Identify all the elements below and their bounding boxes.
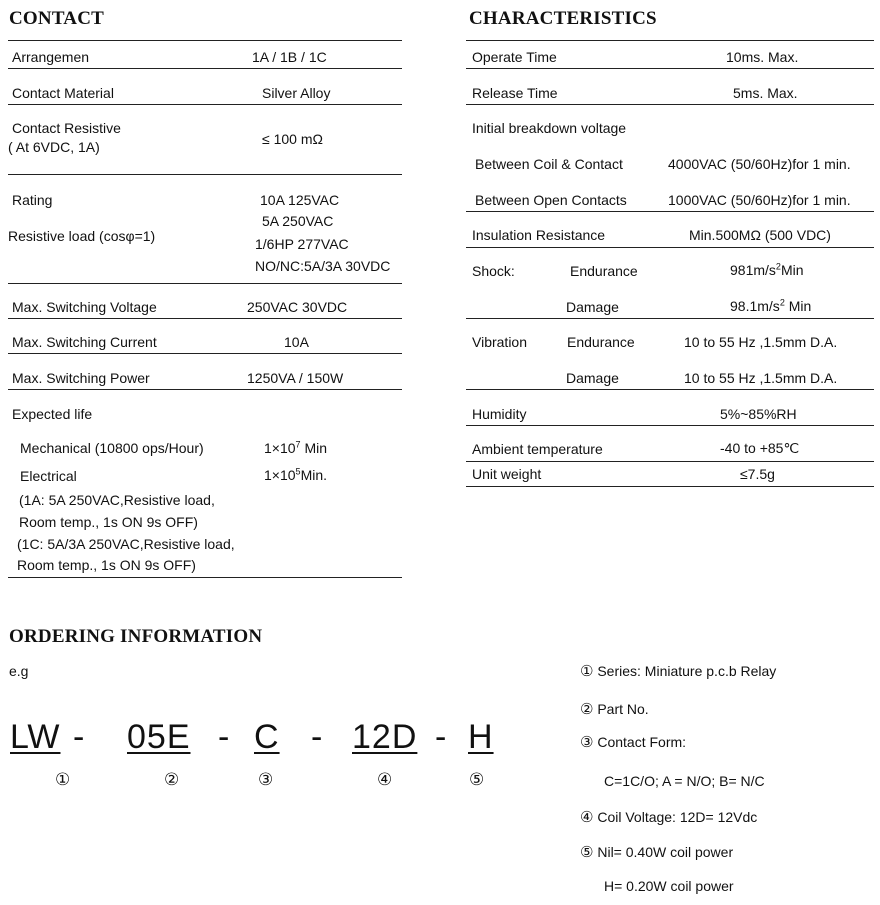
divider [466,389,874,390]
contact-material-value: Silver Alloy [262,85,331,101]
shock-damage-label: Damage [566,299,619,315]
release-time-value: 5ms. Max. [733,85,798,101]
legend-item-contact-form: ③ Contact Form: [580,733,687,751]
electrical-value: $1\times 10^5Min$. [264,466,328,483]
divider [466,486,874,487]
life-note-3: (1C: 5A/3A 250VAC,Resistive load, [17,536,235,552]
part-coil-power: H [468,718,494,756]
vibration-endurance-value: 10 to 55 Hz ,1.5mm D.A. [684,334,838,350]
divider [8,104,402,105]
divider [8,174,402,175]
part-contact-form: C [254,718,280,756]
legend-coil-power-h: H= 0.20W coil power [604,878,734,894]
life-note-4: Room temp., 1s ON 9s OFF) [17,557,196,573]
vibration-label: Vibration [472,334,528,350]
divider [466,40,874,41]
max-power-value: 1250VA / 150W [247,370,344,386]
rating-value-1: 10A 125VAC [260,192,340,208]
electrical-label: Electrical [20,468,77,484]
contact-heading: CONTACT [9,8,104,29]
contact-resistive-condition: ( At 6VDC, 1A) [8,139,100,155]
divider [466,104,874,105]
part-series: LW [10,718,61,756]
max-current-value: 10A [284,334,309,350]
divider [8,283,402,284]
max-voltage-label: Max. Switching Voltage [12,299,157,315]
resistive-load-label: Resistive load (cosφ=1) [8,228,156,244]
life-note-1: (1A: 5A 250VAC,Resistive load, [19,492,215,508]
unit-weight-value: ≤7.5g [740,466,775,482]
example-label: e.g [9,663,29,679]
ambient-temperature-value: -40 to +85℃ [720,440,800,456]
shock-label: Shock: [472,263,515,279]
part-number: 05E [127,718,191,756]
open-contacts-label: Between Open Contacts [475,192,627,208]
divider [8,577,402,578]
open-contacts-value: 1000VAC (50/60Hz)for 1 min. [668,192,851,208]
coil-contact-value: 4000VAC (50/60Hz)for 1 min. [668,156,851,172]
legend-item-coil-voltage: ④ Coil Voltage: 12D= 12Vdc [580,808,758,826]
contact-resistive-label: Contact Resistive [12,120,121,136]
release-time-label: Release Time [472,85,558,101]
shock-damage-value: $98.1m/s^2$ Min [730,297,812,314]
life-note-2: Room temp., 1s ON 9s OFF) [19,514,198,530]
expected-life-label: Expected life [12,406,93,422]
divider [466,247,874,248]
divider [466,425,874,426]
legend-contact-form-values: C=1C/O; A = N/O; B= N/C [604,773,765,789]
divider [8,68,402,69]
rating-value-3: 1/6HP 277VAC [255,236,349,252]
max-voltage-value: 250VAC 30VDC [247,299,348,315]
divider [8,40,402,41]
mechanical-label: Mechanical (10800 ops/Hour) [20,440,204,456]
shock-endurance-value: $981m/s^2Min$ [730,261,804,278]
marker-5: ⑤ [469,770,485,790]
operate-time-value: 10ms. Max. [726,49,799,65]
vibration-damage-label: Damage [566,370,619,386]
part-dash: - [218,718,231,756]
marker-4: ④ [377,770,393,790]
insulation-value: Min.500MΩ (500 VDC) [689,227,831,243]
characteristics-heading: CHARACTERISTICS [469,8,657,29]
arrangement-label: Arrangemen [12,49,90,65]
legend-item-series: ① Series: Miniature p.c.b Relay [580,662,777,680]
rating-label: Rating [12,192,53,208]
divider [8,318,402,319]
part-coil-voltage: 12D [352,718,418,756]
part-dash: - [311,718,324,756]
marker-2: ② [164,770,180,790]
divider [466,211,874,212]
marker-3: ③ [258,770,274,790]
shock-endurance-label: Endurance [570,263,638,279]
breakdown-voltage-label: Initial breakdown voltage [472,120,627,136]
vibration-endurance-label: Endurance [567,334,635,350]
ambient-temperature-label: Ambient temperature [472,441,603,457]
operate-time-label: Operate Time [472,49,557,65]
unit-weight-label: Unit weight [472,466,542,482]
rating-value-4: NO/NC:5A/3A 30VDC [255,258,391,274]
humidity-label: Humidity [472,406,527,422]
divider [466,318,874,319]
max-power-label: Max. Switching Power [12,370,150,386]
part-dash: - [73,718,86,756]
divider [466,68,874,69]
divider [8,353,402,354]
contact-resistive-value: ≤ 100 mΩ [262,131,323,147]
divider [466,461,874,462]
contact-material-label: Contact Material [12,85,114,101]
humidity-value: 5%~85%RH [720,406,797,422]
legend-item-coil-power: ⑤ Nil= 0.40W coil power [580,843,734,861]
ordering-heading: ORDERING INFORMATION [9,626,263,647]
vibration-damage-value: 10 to 55 Hz ,1.5mm D.A. [684,370,838,386]
arrangement-value: 1A / 1B / 1C [252,49,327,65]
legend-item-part-no: ② Part No. [580,700,649,718]
coil-contact-label: Between Coil & Contact [475,156,623,172]
mechanical-value: $1\times 10^7$ Min [264,439,328,456]
part-dash: - [435,718,448,756]
marker-1: ① [55,770,71,790]
insulation-label: Insulation Resistance [472,227,606,243]
max-current-label: Max. Switching Current [12,334,157,350]
rating-value-2: 5A 250VAC [262,213,334,229]
divider [8,389,402,390]
